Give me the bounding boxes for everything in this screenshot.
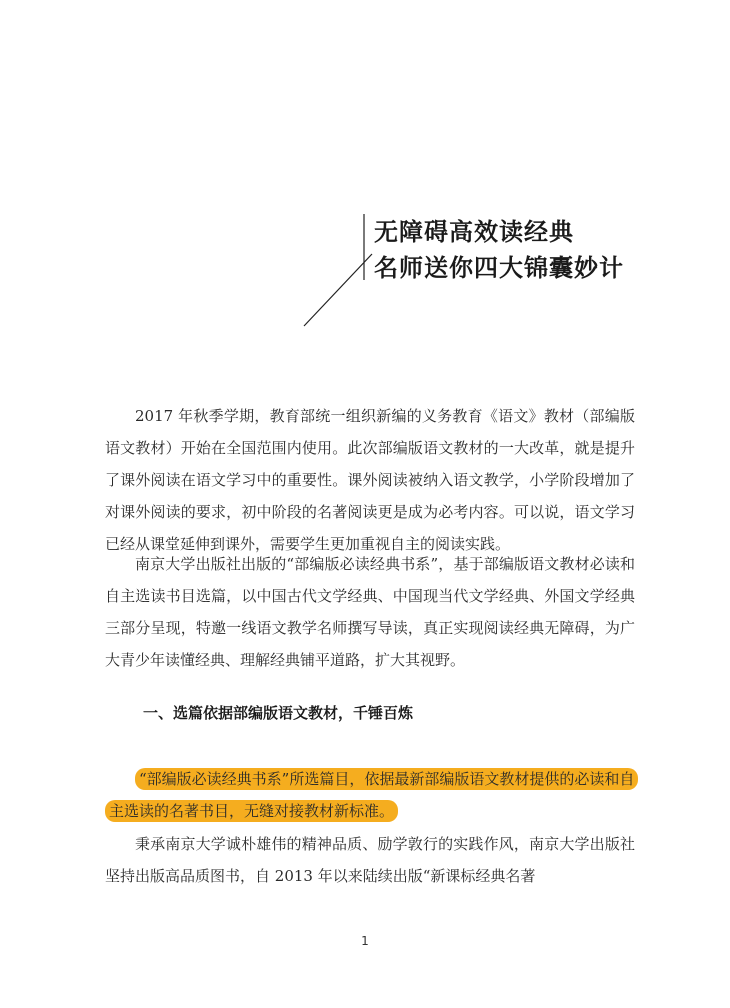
title-line-1: 无障碍高效读经典 [374,217,574,246]
title-line-2: 名师送你四大锦囊妙计 [374,253,624,282]
title-decorative-lines [296,210,376,335]
paragraph-series-text: 南京大学出版社出版的“部编版必读经典书系”，基于部编版语文教材必读和自主选读书目选篇，以中国古代文学经典、中国现当代文学经典、外国文学经典三部分呈现，特邀一线语文教学名师撰写导读，真正实现阅读经典无障碍，为广大青少年读懂经典、理解经典铺平道路，扩大其视野。 [105,555,635,669]
paragraph-intro-text: 2017 年秋季学期，教育部统一组织新编的义务教育《语文》教材（部编版语文教材）开始在全国范围内使用。此次部编版语文教材的一大改革，就是提升了课外阅读在语文学习中的重要性。课外阅读被纳入语文教学，小学阶段增加了对课外阅读的要求，初中阶段的名著阅读更是成为必考内容。可以说，语文学习已经从课堂延伸到课外，需要学生更加重视自主的阅读实践。 [105,407,635,553]
page-number: 1 [361,934,369,948]
highlighted-paragraph [105,763,635,827]
title-block [374,214,694,286]
title-diagonal-line [304,254,372,326]
highlighted-text: “部编版必读经典书系”所选篇目，依据最新部编版语文教材提供的必读和自主选读的名著书目，无缝对接教材新标准。 [105,768,638,822]
paragraph-publisher-text: 秉承南京大学诚朴雄伟的精神品质、励学敦行的实践作风，南京大学出版社坚持出版高品质图书，自 2013 年以来陆续出版“新课标经典名著 [105,835,635,885]
paragraph-publisher [105,828,635,892]
section-heading: 一、选篇依据部编版语文教材，千锤百炼 [143,704,414,722]
paragraph-series [105,548,635,676]
paragraph-intro [105,400,635,560]
